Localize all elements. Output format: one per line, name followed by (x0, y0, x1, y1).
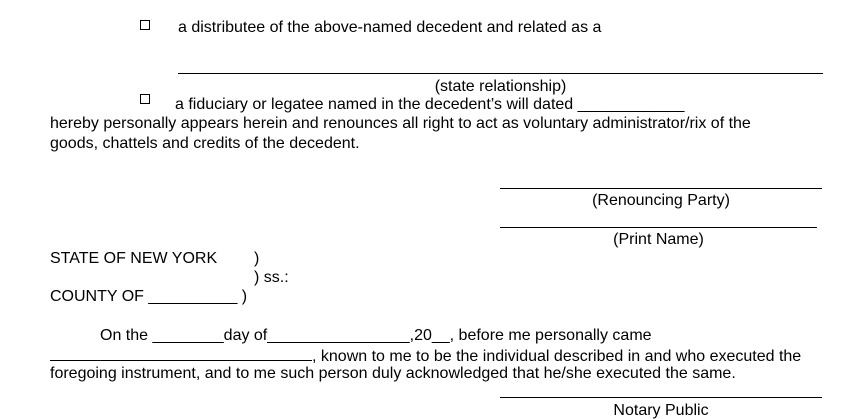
state-paren: ) (254, 250, 260, 267)
notary-caption: Notary Public (613, 402, 709, 419)
notary-signature-line[interactable] (500, 397, 822, 398)
acknowledgment-line-2 (50, 346, 801, 365)
print-name-line[interactable] (500, 227, 817, 228)
distributee-label: a distributee of the above-named decedent and related as a (178, 19, 602, 36)
ss-label: ) ss.: (254, 269, 289, 286)
person-name-blank[interactable] (50, 346, 312, 361)
renouncing-party-signature-line[interactable] (500, 188, 822, 189)
print-name-caption: (Print Name) (613, 231, 704, 248)
state-relationship-line[interactable] (178, 73, 823, 74)
county-label: COUNTY OF __________ ) (50, 288, 248, 305)
renunciation-line-1: hereby personally appears herein and renounces all right to act as voluntary administrator/rix of the (50, 115, 751, 132)
fiduciary-label: a fiduciary or legatee named in the decedent’s will dated ____________ (175, 96, 685, 113)
acknowledgment-line-3: foregoing instrument, and to me such person duly acknowledged that he/she executed the same. (50, 365, 736, 382)
renouncing-party-caption: (Renouncing Party) (592, 192, 730, 209)
distributee-checkbox[interactable] (140, 20, 150, 30)
acknowledgment-line-2-text: , known to me to be the individual described in and who executed the (312, 348, 802, 365)
state-relationship-caption: (state relationship) (434, 78, 567, 95)
fiduciary-checkbox[interactable] (140, 94, 150, 104)
state-label: STATE OF NEW YORK (50, 250, 218, 267)
acknowledgment-line-1: On the ________day of________________,20__, before me personally came (100, 327, 652, 344)
renunciation-line-2: goods, chattels and credits of the decedent. (50, 135, 360, 152)
